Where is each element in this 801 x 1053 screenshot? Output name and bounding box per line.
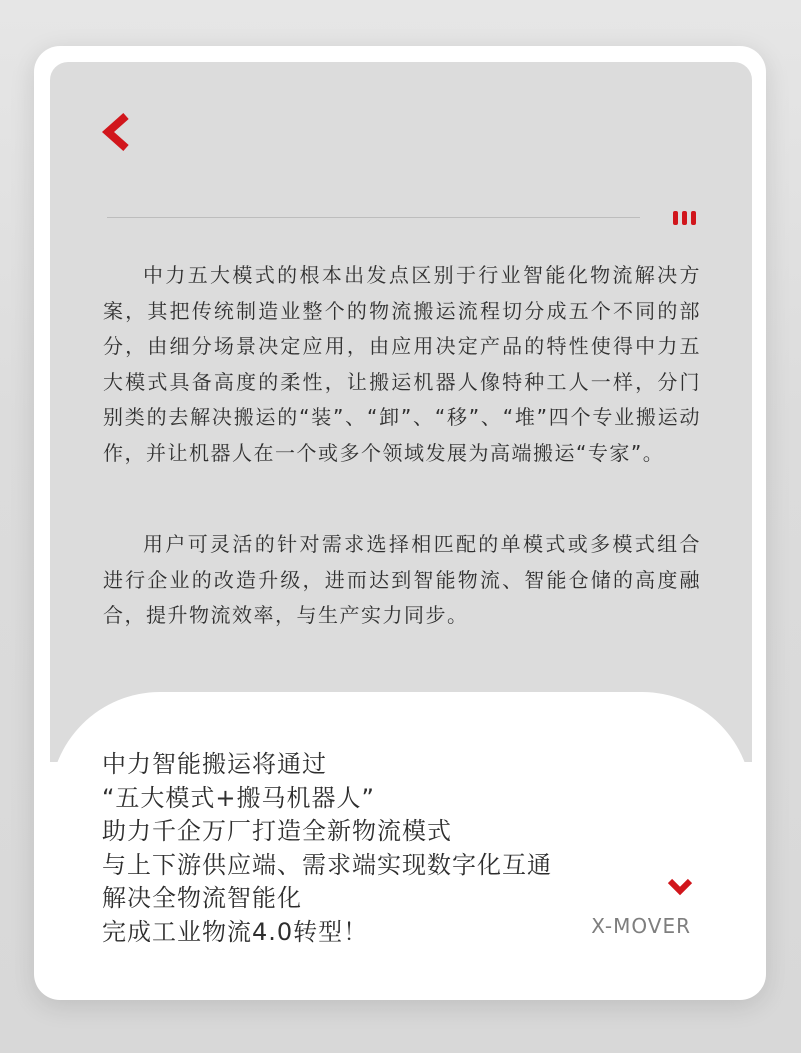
chevron-left-icon[interactable] — [100, 112, 134, 152]
chevron-down-icon[interactable] — [667, 878, 693, 896]
slogan-line: 完成工业物流4.0转型！ — [102, 917, 369, 946]
article-paragraph: 用户可灵活的针对需求选择相匹配的单模式或多模式组合进行企业的改造升级，进而达到智能物流、智能仓储的高度融合，提升物流效率，与生产实力同步。 — [103, 532, 701, 627]
slogan-line: 中力智能搬运将通过 — [102, 750, 327, 778]
slogan-block — [102, 748, 552, 950]
slogan-line: 与上下游供应端、需求端实现数字化互通 — [102, 850, 552, 879]
slogan-line: “五大模式+搬马机器人” — [102, 783, 375, 812]
slogan-line: 助力千企万厂打造全新物流模式 — [102, 817, 452, 846]
slogan-line: 解决全物流智能化 — [102, 884, 302, 913]
section-divider — [107, 217, 640, 218]
article-paragraph: 中力五大模式的根本出发点区别于行业智能化物流解决方案，其把传统制造业整个的物流搬运流程切分成五个不同的部分，由细分场景决定应用，由应用决定产品的特性使得中力五大模式具备高度的柔性，让搬运机器人像特种工人一样，分门别类的去解决搬运的“装”、“卸”、“移”、“堆”四个专业搬运动作，并让机器人在一个或多个领域发展为高端搬运“专家”。 — [103, 263, 701, 465]
triple-bar-icon — [673, 211, 697, 225]
brand-label: X-MOVER — [591, 914, 691, 938]
